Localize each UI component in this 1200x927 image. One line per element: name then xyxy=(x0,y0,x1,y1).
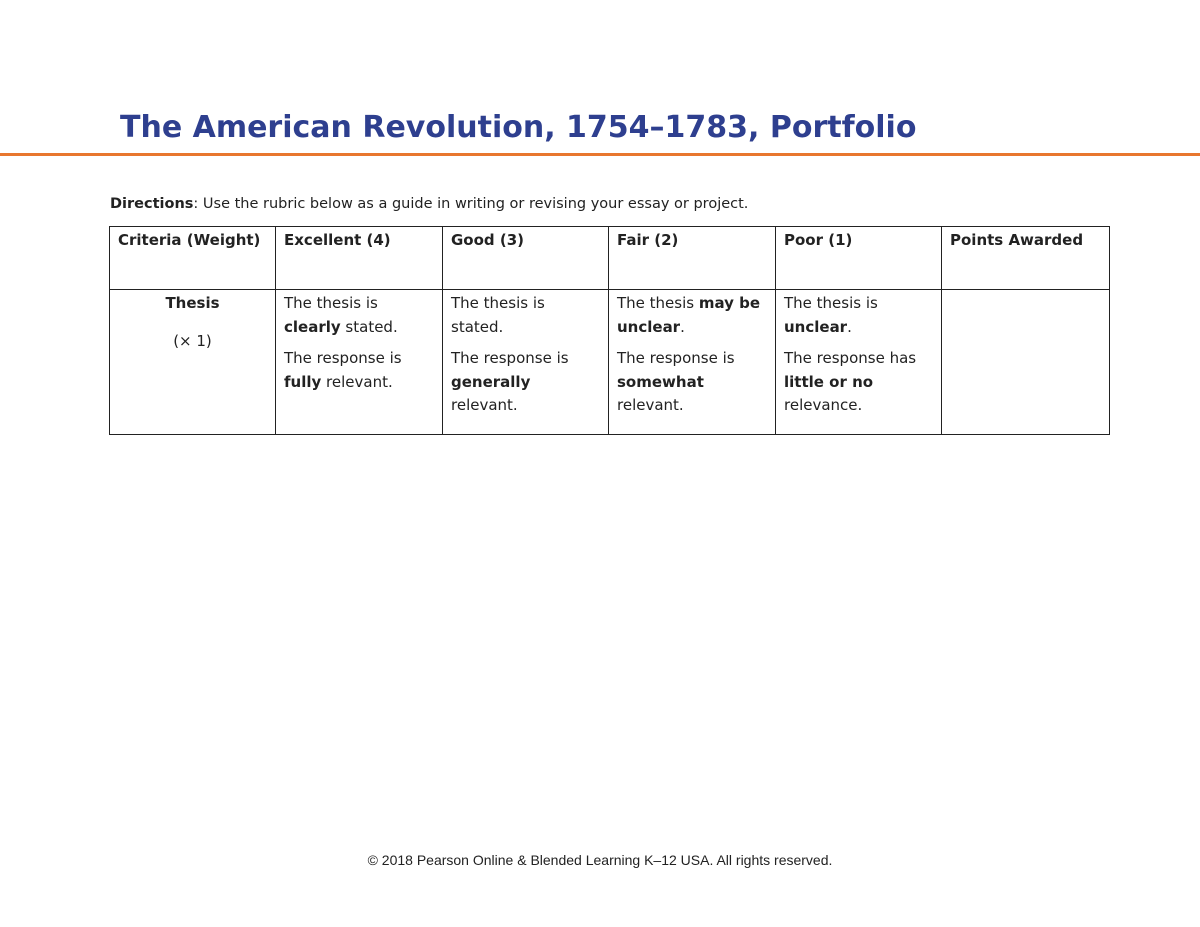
fair-response-text: The response is somewhat relevant. xyxy=(617,349,735,414)
good-response-text: The response is generally relevant. xyxy=(451,349,569,414)
good-cell xyxy=(443,290,609,435)
fair-thesis-text: The thesis may be unclear. xyxy=(617,294,761,336)
header-poor: Poor (1) xyxy=(776,227,942,290)
criteria-cell xyxy=(110,290,276,435)
header-fair: Fair (2) xyxy=(609,227,776,290)
header-excellent: Excellent (4) xyxy=(276,227,443,290)
directions-label: Directions xyxy=(110,196,194,212)
header-criteria: Criteria (Weight) xyxy=(110,227,276,290)
directions xyxy=(110,196,748,212)
excellent-response-text: The response is fully relevant. xyxy=(284,349,402,391)
title-divider xyxy=(0,153,1200,156)
poor-response-text: The response has little or no relevance. xyxy=(784,349,917,414)
criteria-name: Thesis xyxy=(165,294,220,312)
poor-cell xyxy=(776,290,942,435)
poor-thesis-text: The thesis is unclear. xyxy=(784,294,878,336)
table-row xyxy=(110,290,1110,435)
criteria-weight: (× 1) xyxy=(173,331,212,350)
excellent-cell xyxy=(276,290,443,435)
copyright-footer: © 2018 Pearson Online & Blended Learning K–12 USA. All rights reserved. xyxy=(367,852,833,868)
fair-cell xyxy=(609,290,776,435)
directions-text: : Use the rubric below as a guide in writing or revising your essay or project. xyxy=(193,196,749,212)
page-title: The American Revolution, 1754–1783, Portfolio xyxy=(120,110,917,145)
excellent-thesis-text: The thesis is clearly stated. xyxy=(284,294,398,336)
header-points-awarded: Points Awarded xyxy=(942,227,1110,290)
header-good: Good (3) xyxy=(443,227,609,290)
rubric-header-row xyxy=(110,227,1110,290)
good-thesis-text: The thesis is stated. xyxy=(451,294,545,336)
points-awarded-cell[interactable] xyxy=(942,290,1110,435)
rubric-table xyxy=(109,226,1110,435)
